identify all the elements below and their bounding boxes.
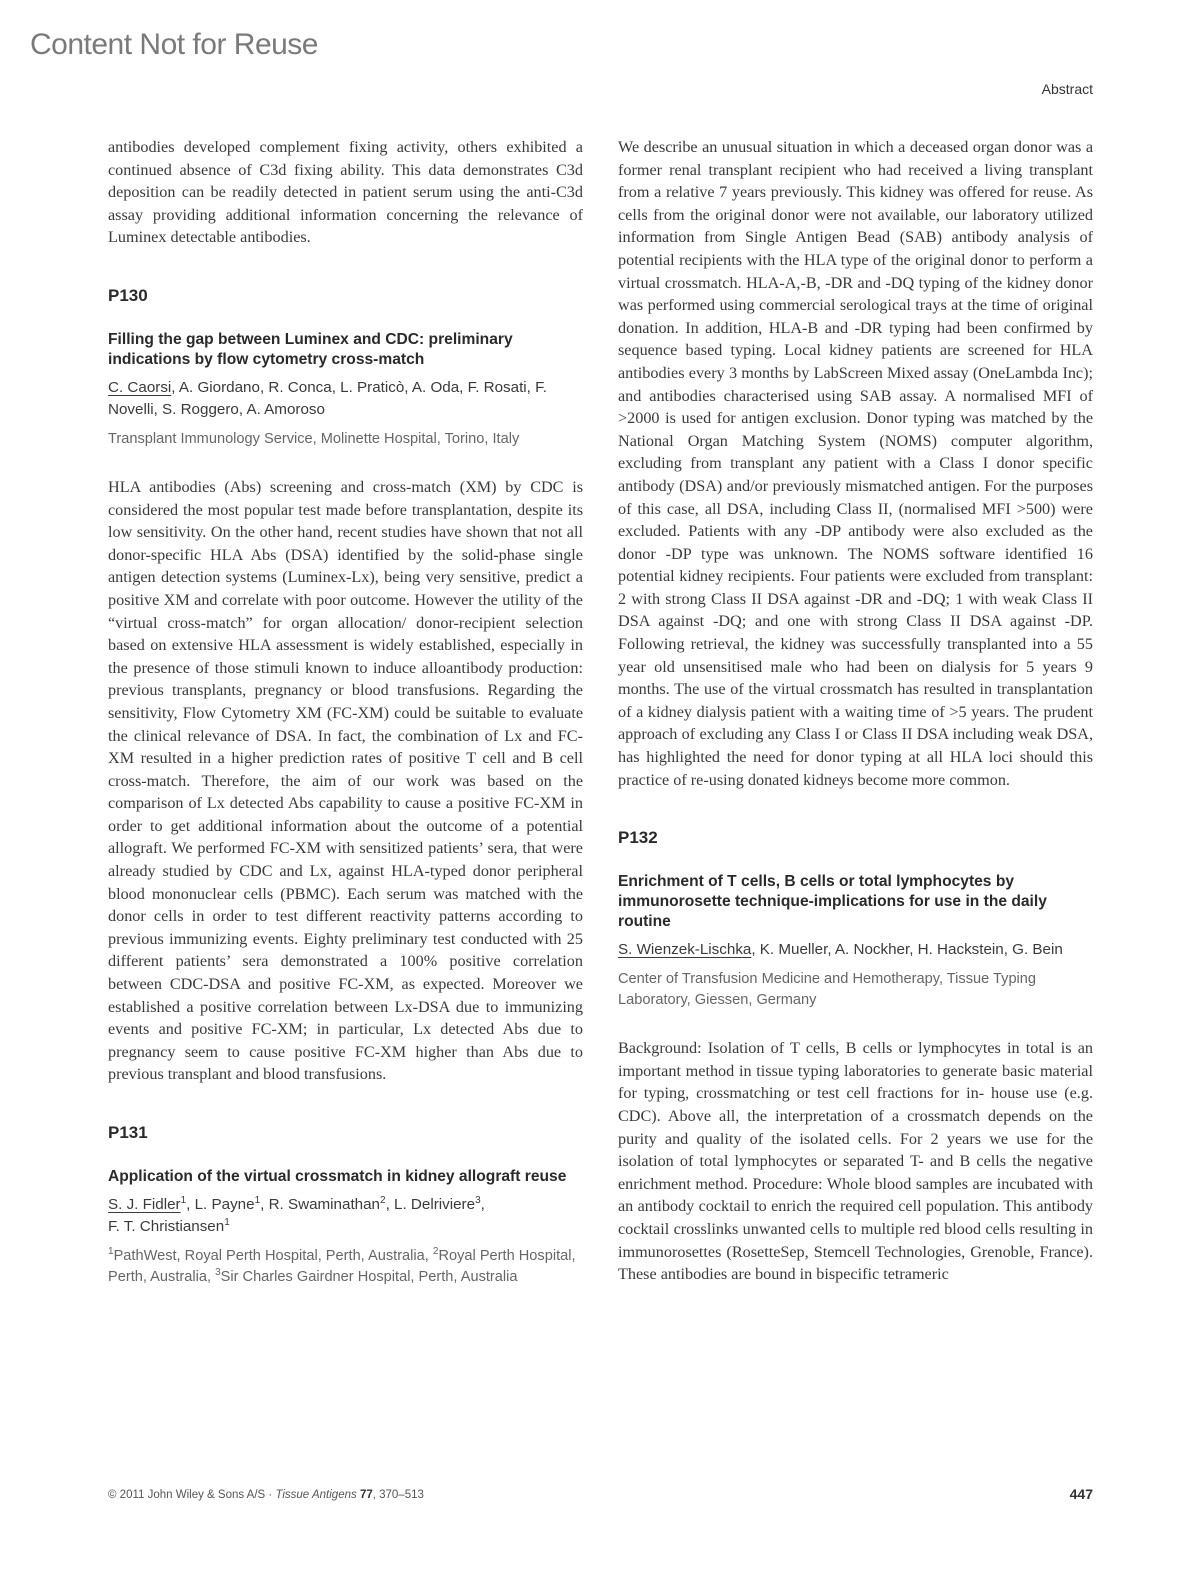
author-sup: 3	[475, 1194, 481, 1206]
other-authors: , K. Mueller, A. Nockher, H. Hackstein, G. Bein	[751, 941, 1063, 959]
abstract-title-p132: Enrichment of T cells, B cells or total lymphocytes by immunorosette technique-implications for use in the daily routine	[618, 873, 1047, 931]
affil-sup: 1	[108, 1246, 114, 1258]
presenting-author: S. J. Fidler	[108, 1196, 181, 1213]
watermark: Content Not for Reuse	[30, 28, 318, 61]
abstract-body-p130: HLA antibodies (Abs) screening and cross-match (XM) by CDC is considered the most popular test made before transplantation, despite its low sensitivity. On the other hand, recent studies have shown that not all donor-specific HLA Abs (DSA) identified by the solid-phase single antigen detection systems (Luminex-Lx), being very sensitive, predict a positive XM and correlate with poor outcome. However the utility of the “virtual cross-match” for organ allocation/ donor-recipient selection based on extensive HLA assessment is widely established, especially in the presence of those stimuli known to induce alloantibody production: previous transplants, pregnancy or blood transfusions. Regarding the sensitivity, Flow Cytometry XM (FC-XM) could be suitable to evaluate the clinical relevance of DSA. In fact, the combination of Lx and FC-XM resulted in a higher prediction rates of positive T cell and B cell cross-match. Therefore, the aim of our work was based on the comparison of Lx detected Abs capability to cause a positive FC-XM in order to get additional information about the outcome of a potential allograft. We performed FC-XM with sensitized patients’ sera, that were already studied by CDC and Lx, against HLA-typed donor peripheral blood mononuclear cells (PBMC). Each serum was matched with the donor cells in order to test different reactivity patterns according to previous immunizing events. Eighty preliminary test conducted with 25 different patients’ sera demonstrated a 100% positive correlation between CDC-DSA and positive FC-XM, as expected. Moreover we established a positive correlation between Lx-DSA due to immunizing events and positive FC-XM; in particular, Lx detected Abs due to pregnancy seem to cause positive FC-XM higher than Abs due to previous transplant and blood transfusions.	[108, 477, 583, 1084]
affil-sup: 2	[432, 1246, 439, 1258]
author-name: R. Swaminathan	[268, 1196, 381, 1213]
running-head: Abstract	[1041, 81, 1093, 97]
journal-name: Tissue Antigens	[275, 1489, 357, 1501]
author-sup: 1	[254, 1194, 261, 1206]
author-name: F. T. Christiansen	[108, 1218, 225, 1235]
author-name: L. Delriviere	[394, 1196, 476, 1213]
page-range: , 370–513	[372, 1489, 424, 1501]
affil-text: Sir Charles Gairdner Hospital, Perth, Australia	[220, 1269, 518, 1285]
author-sup: 1	[224, 1216, 230, 1228]
volume: 77	[359, 1489, 373, 1501]
affil-text: PathWest, Royal Perth Hospital, Perth, Australia,	[113, 1248, 433, 1264]
author-name: L. Payne	[194, 1196, 255, 1213]
abstract-id-p130: P130	[108, 285, 148, 305]
presenting-author: S. Wienzek-Lischka	[618, 941, 752, 959]
affiliation-p130: Transplant Immunology Service, Molinette Hospital, Torino, Italy	[108, 430, 520, 447]
abstract-id-p132: P132	[618, 828, 658, 848]
page-number: 447	[1069, 1486, 1093, 1502]
abstract-title-p131: Application of the virtual crossmatch in kidney allograft reuse	[108, 1168, 567, 1185]
author-sup: 1	[180, 1194, 187, 1206]
affil-text: Royal Perth Hospital, Perth, Australia,	[108, 1248, 576, 1285]
abstract-id-p131: P131	[108, 1123, 148, 1142]
left-column	[108, 136, 583, 1288]
abstract-body-p132: Background: Isolation of T cells, B cells or lymphocytes in total is an important method in tissue typing laboratories to generate basic material for typing, crossmatching or test cell fractions for in- house use (e.g. CDC). Above all, the interpretation of a crossmatch depends on the purity and quality of the isolated cells. For 2 years we use for the isolation of total lymphocytes or separated T- and B cells the negative enrichment method. Procedure: Whole blood samples are incubated with an antibody cocktail to enrich the required cell population. This antibody cocktail crosslinks unwanted cells to multiple red blood cells resulting in immunorosettes (RosetteSep, Stemcell Technologies, Grenoble, France). These antibodies are bound in bispecific tetrameric	[618, 1039, 1093, 1284]
presenting-author: C. Caorsi	[108, 378, 172, 396]
authors-p131: S. J. Fidler$^1$, L. Payne$^1$, R. Swaminathan$^2$, L. Delriviere$^3$, F. T. Christiansen$^1$	[108, 1194, 485, 1235]
continued-abstract-text: antibodies developed complement fixing activity, others exhibited a continued absence of C3d fixing ability. This data demonstrates C3d deposition can be readily detected in patient serum using the anti-C3d assay providing additional information concerning the relevance of Luminex detectable antibodies.	[108, 138, 583, 247]
authors-p132	[618, 939, 1093, 961]
right-column	[618, 136, 1093, 1286]
affil-sup: 3	[215, 1267, 221, 1279]
abstract-title-p130: Filling the gap between Luminex and CDC: preliminary indications by flow cytometry cross-match	[108, 330, 513, 368]
authors-p130	[108, 377, 583, 421]
abstract-body-p131: We describe an unusual situation in which a deceased organ donor was a former renal transplant recipient who had received a living transplant from a relative 7 years previously. This kidney was offered for reuse. As cells from the original donor were not available, our laboratory utilized information from Single Antigen Bead (SAB) antibody analysis of potential recipients with the HLA type of the original donor to perform a virtual crossmatch. HLA-A,-B, -DR and -DQ typing of the kidney donor was performed using commercial serological trays at the time of original donation. In addition, HLA-B and -DR typing had been confirmed by sequence based typing. Local kidney patients are screened for HLA antibodies every 3 months by LabScreen Mixed assay (OneLambda Inc); and antibodies characterised using SAB assay. A normalised MFI of >2000 is used for antigen exclusion. Donor typing was matched by the National Organ Matching System (NOMS) computer algorithm, excluding from transplant any patient with a Class I donor specific antibody (DSA) and/or previously mismatched antigen. For the purposes of this case, all DSA, including Class II, (normalised MFI >500) were excluded. Patients with any -DP antibody were also excluded as the donor -DP type was unknown. The NOMS software identified 16 potential kidney recipients. Four patients were excluded from transplant: 2 with strong Class II DSA against -DR and -DQ; 1 with weak Class II DSA against -DQ; and one with strong Class II DSA against -DP. Following retrieval, the kidney was successfully transplanted into a 55 year old unsensitised male who had been on dialysis for 5 years 9 months. The use of the virtual crossmatch has resulted in transplantation of a kidney dialysis patient with a waiting time of >5 years. The prudent approach of excluding any Class I or Class II DSA including weak DSA, has highlighted the need for donor typing at all HLA loci should this practice of re-using donated kidneys become more common.	[618, 138, 1093, 789]
author-sup: 2	[380, 1194, 386, 1206]
affiliation-p132: Center of Transfusion Medicine and Hemotherapy, Tissue Typing Laboratory, Giessen, Germany	[618, 971, 1037, 1009]
footer-citation	[108, 1489, 424, 1501]
copyright: © 2011 John Wiley & Sons A/S ·	[108, 1489, 276, 1501]
other-authors: , A. Giordano, R. Conca, L. Praticò, A. Oda, F. Rosati, F. Novelli, S. Roggero, A. Amoroso	[108, 378, 547, 418]
affiliation-p131	[108, 1246, 583, 1288]
